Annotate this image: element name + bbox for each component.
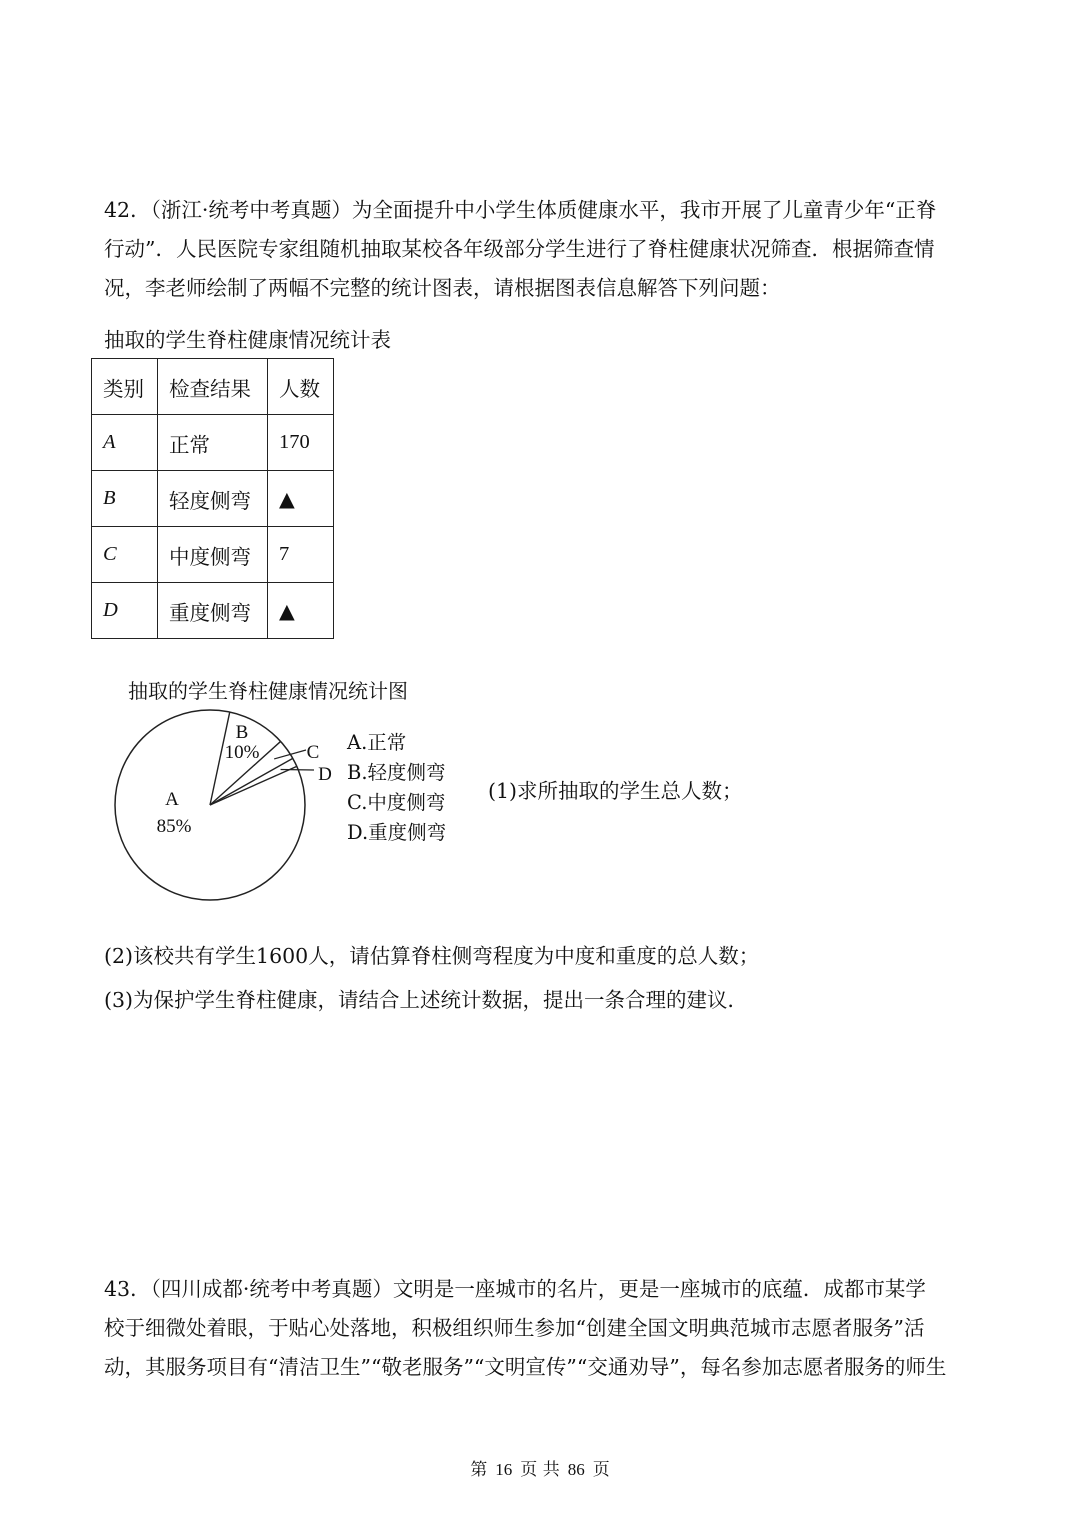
q42-stem <box>104 191 980 308</box>
slice-label-b: B <box>235 722 249 744</box>
chart-caption: 抽取的学生脊柱健康情况统计图 <box>128 679 408 703</box>
q43-line-2: 校于细微处着眼，于贴心处落地，积极组织师生参加“创建全国文明典范城市志愿者服务”活 <box>104 1316 925 1340</box>
stat-table <box>91 358 334 639</box>
table-row <box>92 415 334 471</box>
row-a-category: A <box>92 415 158 471</box>
q42-line-2: 行动”．人民医院专家组随机抽取某校各年级部分学生进行了脊柱健康状况筛查．根据筛查情 <box>104 237 935 261</box>
leader-line-c <box>274 750 306 759</box>
row-b-result: 轻度侧弯 <box>158 471 268 527</box>
row-d-category: D <box>92 583 158 639</box>
footer-prefix: 第 <box>470 1460 488 1480</box>
table-caption: 抽取的学生脊柱健康情况统计表 <box>104 328 391 352</box>
header-result: 检查结果 <box>158 359 268 415</box>
slice-label-c: C <box>306 742 320 763</box>
row-d-result: 重度侧弯 <box>158 583 268 639</box>
slice-label-d: D <box>318 764 332 785</box>
row-c-result: 中度侧弯 <box>158 527 268 583</box>
slice-label-a: A <box>165 789 179 810</box>
page-footer <box>0 1455 1080 1480</box>
pie-chart <box>110 708 340 908</box>
footer-total-pages: 86 <box>567 1460 585 1479</box>
q43-line-3: 动，其服务项目有“清洁卫生”“敬老服务”“文明宣传”“交通劝导”，每名参加志愿者服务的师生 <box>104 1355 947 1379</box>
slice-boundary-4 <box>210 766 297 805</box>
slice-boundary-3 <box>210 758 293 805</box>
row-b-count: ▲ <box>268 471 334 527</box>
pie-legend <box>347 728 446 848</box>
table-header-row <box>92 359 334 415</box>
footer-page-number: 16 <box>495 1460 513 1479</box>
table-row <box>92 471 334 527</box>
q42-line-3: 况，李老师绘制了两幅不完整的统计图表，请根据图表信息解答下列问题： <box>104 276 781 300</box>
sub-question-3: (3)为保护学生脊柱健康，请结合上述统计数据，提出一条合理的建议． <box>104 988 749 1012</box>
q43-line-1: 43．（四川成都·统考中考真题）文明是一座城市的名片，更是一座城市的底蕴．成都市某学 <box>104 1277 926 1301</box>
slice-percent-b: 10% <box>224 742 260 764</box>
slice-percent-a: 85% <box>156 816 192 837</box>
legend-item-a: A.正常 <box>347 731 407 754</box>
sub-question-1: (1)求所抽取的学生总人数； <box>488 779 743 803</box>
row-a-count: 170 <box>268 415 334 471</box>
q42-line-1: 42．（浙江·统考中考真题）为全面提升中小学生体质健康水平，我市开展了儿童青少年“正脊 <box>104 198 937 222</box>
row-d-count: ▲ <box>268 583 334 639</box>
table-row <box>92 527 334 583</box>
legend-item-d: D.重度侧弯 <box>347 821 447 844</box>
footer-suffix: 页 <box>592 1460 610 1480</box>
row-a-result: 正常 <box>158 415 268 471</box>
footer-mid: 页 共 <box>520 1460 560 1480</box>
legend-item-b: B.轻度侧弯 <box>347 761 446 784</box>
row-b-category: B <box>92 471 158 527</box>
row-c-category: C <box>92 527 158 583</box>
table-row <box>92 583 334 639</box>
header-category: 类别 <box>92 359 158 415</box>
header-count: 人数 <box>268 359 334 415</box>
q43-stem <box>104 1270 980 1387</box>
legend-item-c: C.中度侧弯 <box>347 791 446 814</box>
sub-question-2: (2)该校共有学生1600人，请估算脊柱侧弯程度为中度和重度的总人数； <box>104 944 760 968</box>
row-c-count: 7 <box>268 527 334 583</box>
